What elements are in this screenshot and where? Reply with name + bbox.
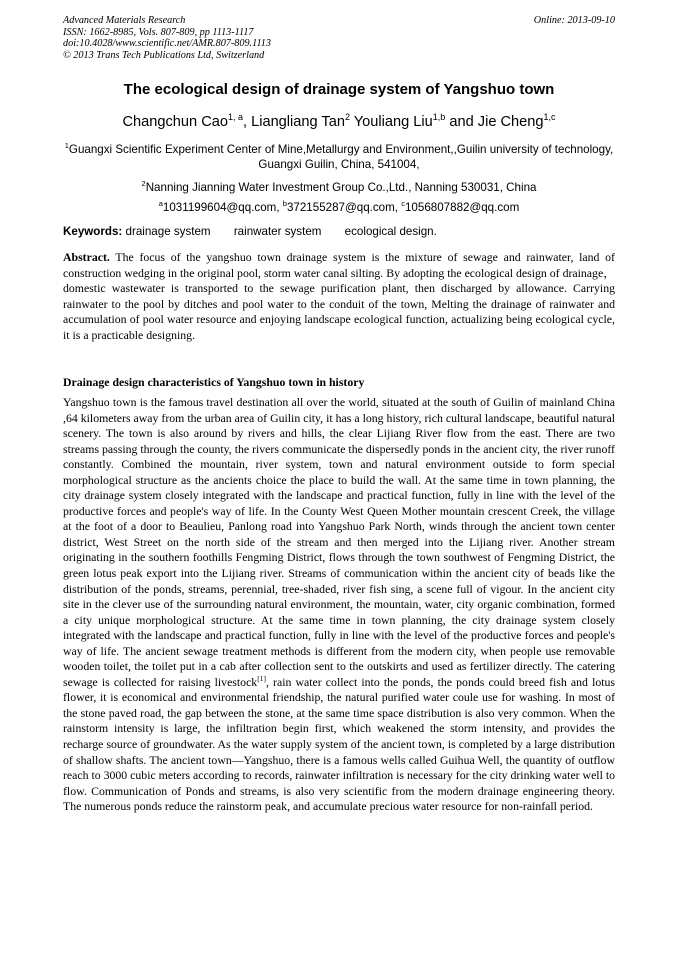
email-mark: c xyxy=(401,199,405,208)
journal-issn: ISSN: 1662-8985, Vols. 807-809, pp 1113-1117 xyxy=(63,26,254,38)
affiliation-1 xyxy=(60,138,618,172)
paper-title: The ecological design of drainage system of Yangshuo town xyxy=(123,81,555,98)
journal-name: Advanced Materials Research xyxy=(63,15,186,26)
email-link[interactable]: 1056807882@qq.com xyxy=(404,200,520,214)
journal-copyright: © 2013 Trans Tech Publications Ltd, Switzerland xyxy=(63,49,265,61)
email-link[interactable]: 372155287@qq.com, xyxy=(286,200,398,214)
abstract-label: Abstract. xyxy=(63,250,110,264)
keywords-line xyxy=(63,225,618,238)
author-emails xyxy=(60,196,618,215)
affiliation-text: Nanning Jianning Water Investment Group Co.,Ltd., Nanning 530031, China xyxy=(145,180,537,194)
affiliation-mark: 2 xyxy=(141,179,146,188)
email-mark: a xyxy=(158,199,163,208)
author-name: Youliang Liu xyxy=(353,113,433,130)
author-affiliation-mark: 1,b xyxy=(432,112,446,122)
citation-link[interactable]: [1] xyxy=(257,673,266,683)
section-paragraph xyxy=(63,395,615,815)
section-heading: Drainage design characteristics of Yangshuo town in history xyxy=(63,375,365,389)
keyword: drainage system xyxy=(125,225,211,238)
abstract xyxy=(63,250,615,343)
author-conjunction: and xyxy=(449,113,474,130)
affiliation-mark: 1 xyxy=(64,141,69,150)
keyword: ecological design. xyxy=(344,225,437,238)
abstract-text: The focus of the yangshuo town drainage system is the mixture of sewage and rainwater, land of construction wedging in the original pool, storm water canal silting. By adopting the ecological design of drainage， domestic wastewater is transported to the sewage purification plant, then discharged by allowance. Carrying rainwater to the pool by ditches and pool water to the conduit of the town, Melting the drainage of rainwater and accumulation of pool water resource and enjoying landscape ecological function, actualizing being ecological cycle, it is a practicable designing. xyxy=(63,250,615,342)
author-affiliation-mark: 1, a xyxy=(227,112,243,122)
paragraph-text: , rain water collect into the ponds, the ponds could breed fish and lotus flower, it is economical and environmental friendship, the natural purified water coule use for washing. In most of the stone paved road, the gap between the stone, at the same time space distribution is also very common. When the rainstorm intensity is large, the infiltration begin first, which weakened the storm intensity, and provides the recharge source of groundwater. As the water supply system of the ancient town, is completed by a large distribution of shallow shafts. The ancient town—Yangshuo, there is a famous wells called Guihua Well, the quantity of outflow reach to 3000 cubic meters according to records, rainwater infiltration is necessary for the city drinking water well to flow. Communication of Ponds and streams, is also very scientific from the modern drainage engineering theory. The numerous ponds reduce the rainstorm peak, and accumulate precious water resource for non-rainfall period. xyxy=(63,674,616,814)
author-name: Jie Cheng xyxy=(477,113,544,130)
paragraph-text: Yangshuo town is the famous travel destination all over the world, situated at the south of Guilin of mainland China ,64 kilometers away from the urban area of Guilin city, it has a long history, rich cultural landscape, beautiful natural scenery. The town is also around by rivers and hills, the clear Lijiang River flow from the east. There are two streams passing through the county, the rivers communicate the dispersedly ponds in the ancient city, the river runoff constantly. Combined the mountain, river system, town and natural environment outside to form special morphological structure as the ancients choice the place to build the wall. At the same time in town planning, the city drainage system closely integrated with the landscape and practical function, fully in line with the level of the productive forces and people's way of life. In the County West Queen Mother mountain crescent Creek, the village at the foot of a door to Beaulieu, Panlong road into Yangshuo Park North, winds through the ancient town center district, West Street on the north side of the stream and then merged into the Lijiang river. Another stream originating in the southern foothills Fengming District, flows through the town southwest of Fengming District, the green lotus peak export into the Lijiang river. Streams of communication within the ancient city of beads like the distribution of the ponds, streams, perennial, tree-shaded, river fish sing, a scene full of vigour. In the ancient city site in the clever use of the surrounding natural environment, the mountain, water, city organic combination, formed a city unique morphological structure. At the same time in town planning, the city drainage system closely integrated with the landscape and practical function, fully in line with the level of the productive forces and people's way of life. The ancient sewage treatment methods is different from the modern city, when people use removable wooden toilet, the toilet put in a cab after collection sent to the outskirts and used as fertilizer directly. The catering sewage is collected for raising livestock xyxy=(63,395,615,689)
author-name: Changchun Cao xyxy=(122,113,228,130)
email-mark: b xyxy=(282,199,287,208)
affiliation-text: Guangxi Scientific Experiment Center of Mine,Metallurgy and Environment,,Guilin university of technology, Guangxi Guilin, China, 541004, xyxy=(68,142,614,171)
journal-doi: doi:10.4028/www.scientific.net/AMR.807-809.1113 xyxy=(63,38,271,50)
author-affiliation-mark: 1,c xyxy=(543,112,556,122)
journal-header xyxy=(63,15,615,61)
online-date: Online: 2013-09-10 xyxy=(533,15,615,26)
keyword: rainwater system xyxy=(233,225,322,238)
author-name: Liangliang Tan xyxy=(251,113,345,130)
affiliation-2 xyxy=(60,176,618,195)
email-link[interactable]: 1031199604@qq.com, xyxy=(162,200,280,214)
keywords-label: Keywords: xyxy=(63,225,123,238)
author-affiliation-mark: 2 xyxy=(344,112,350,122)
author-list: Changchun Cao$^{1, a}$, Liangliang Tan$^2$ Youliang Liu$^{1,b}$ and Jie Cheng$^{1,c}$ xyxy=(122,112,556,130)
